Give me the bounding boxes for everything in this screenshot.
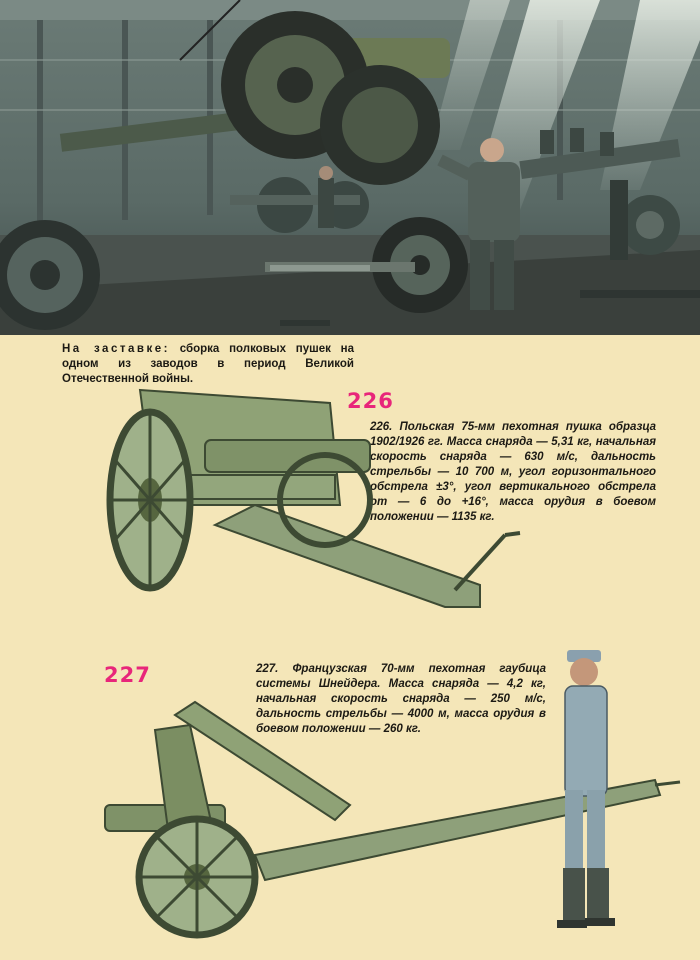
- caption-text: сборка полковых пушек на одном из заводов в период Великой Отечественной войны.: [62, 343, 354, 385]
- polish-75mm-gun-illustration: [95, 385, 525, 620]
- figure-226-number: 226: [347, 389, 394, 413]
- figure-226-description: 226. Польская 75-мм пехотная пушка образца 1902/1926 гг. Масса снаряда — 5,31 кг, начальная скорость снаряда — 630 м/с, дальность стрельбы — 10 700 м, угол горизонтального обстрела ±3°, угол вертикального обстрела от — 6 до +16°, масса орудия в боевом положении — 1135 кг.: [370, 421, 656, 523]
- factory-assembly-illustration: [0, 0, 700, 335]
- caption-lead: На заставке:: [62, 343, 170, 355]
- figure-227-description: 227. Французская 70-мм пехотная гаубица системы Шнейдера. Масса снаряда — 4,2 кг, начальная скорость снаряда — 250 м/с, дальность стрельбы — 4000 м, масса орудия в боевом положении — 260 кг.: [256, 663, 546, 735]
- french-70mm-howitzer-illustration: [95, 640, 690, 940]
- figure-227-number: 227: [104, 663, 151, 687]
- header-caption: [62, 342, 354, 387]
